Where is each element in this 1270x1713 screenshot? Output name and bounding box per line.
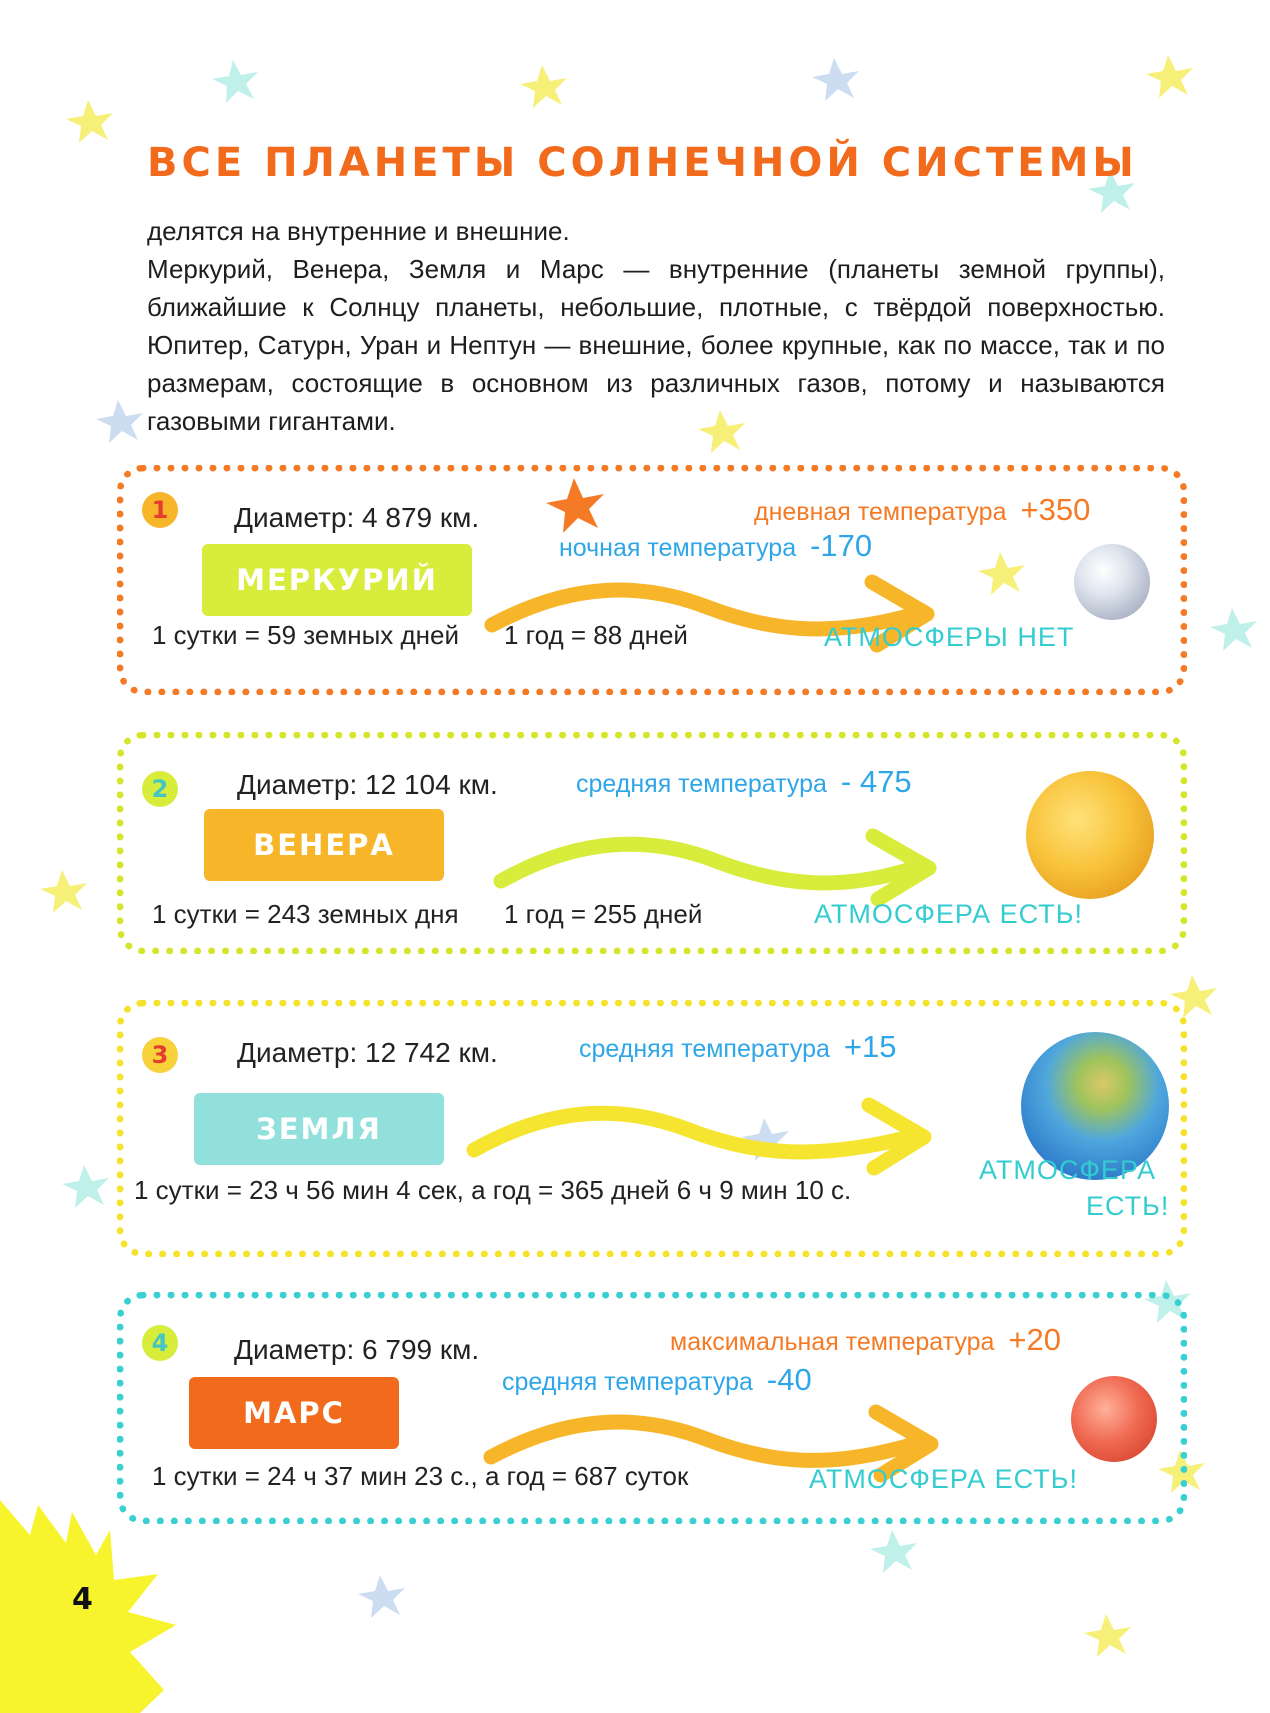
star-icon bbox=[40, 870, 87, 913]
star-icon bbox=[812, 58, 859, 101]
atmosphere-status: АТМОСФЕРЫ НЕТ bbox=[824, 622, 1075, 652]
temperature-label: средняя температура bbox=[579, 1035, 830, 1063]
star-icon bbox=[66, 100, 113, 143]
planet-name-label: МЕРКУРИЙ bbox=[202, 544, 472, 616]
day-and-year-length: 1 сутки = 24 ч 37 мин 23 с., а год = 687 суток bbox=[152, 1461, 689, 1491]
planet-mars-image bbox=[1071, 1376, 1157, 1462]
temperature-label: ночная температура bbox=[559, 534, 797, 562]
temperature-value: +350 bbox=[1020, 492, 1091, 527]
temperature-value: -170 bbox=[810, 528, 873, 563]
average-temperature bbox=[579, 1029, 897, 1065]
temperature-value: +15 bbox=[843, 1029, 897, 1064]
star-icon bbox=[62, 1165, 109, 1208]
temperature-value: +20 bbox=[1008, 1322, 1061, 1357]
planet-number-badge: 3 bbox=[142, 1037, 178, 1073]
star-icon bbox=[520, 65, 567, 108]
atmosphere-status-line1: АТМОСФЕРА bbox=[979, 1155, 1157, 1185]
star-icon bbox=[870, 1530, 917, 1573]
page-title: ВСЕ ПЛАНЕТЫ СОЛНЕЧНОЙ СИСТЕМЫ bbox=[147, 140, 1138, 186]
intro-text bbox=[147, 212, 1165, 440]
star-icon bbox=[1210, 608, 1257, 651]
temperature-value: -40 bbox=[766, 1362, 812, 1397]
max-temperature bbox=[670, 1322, 1061, 1358]
planet-diameter: Диаметр: 6 799 км. bbox=[234, 1334, 480, 1365]
day-length: 1 сутки = 59 земных дней bbox=[152, 620, 460, 650]
planet-venus-image bbox=[1026, 771, 1154, 899]
day-temperature bbox=[754, 492, 1090, 528]
planet-name-label: ЗЕМЛЯ bbox=[194, 1093, 444, 1165]
planet-number-badge: 2 bbox=[142, 771, 178, 807]
average-temperature bbox=[576, 764, 912, 800]
planet-diameter: Диаметр: 12 742 км. bbox=[237, 1037, 498, 1068]
page-number: 4 bbox=[72, 1582, 93, 1617]
star-icon bbox=[1146, 55, 1193, 98]
temperature-value: - 475 bbox=[840, 764, 912, 799]
star-icon bbox=[96, 400, 143, 443]
day-and-year-length: 1 сутки = 23 ч 56 мин 4 сек, а год = 365 дней 6 ч 9 мин 10 с. bbox=[134, 1175, 852, 1205]
day-length: 1 сутки = 243 земных дня bbox=[152, 899, 459, 929]
planet-diameter: Диаметр: 12 104 км. bbox=[237, 769, 498, 800]
star-icon bbox=[358, 1575, 405, 1618]
atmosphere-status: АТМОСФЕРА ЕСТЬ! bbox=[809, 1464, 1078, 1494]
planet-name-label: МАРС bbox=[189, 1377, 399, 1449]
temperature-label: максимальная температура bbox=[670, 1328, 995, 1356]
average-temperature bbox=[502, 1362, 812, 1398]
year-length: 1 год = 255 дней bbox=[504, 899, 703, 929]
star-icon bbox=[212, 60, 258, 103]
temperature-label: дневная температура bbox=[754, 498, 1007, 526]
planet-number-badge: 4 bbox=[142, 1325, 178, 1361]
planet-number-badge: 1 bbox=[142, 492, 178, 528]
temperature-label: средняя температура bbox=[502, 1368, 753, 1396]
planet-name-label: ВЕНЕРА bbox=[204, 809, 444, 881]
planet-card-mars bbox=[117, 1292, 1187, 1524]
planet-card-earth bbox=[117, 1000, 1187, 1257]
year-length: 1 год = 88 дней bbox=[504, 620, 688, 650]
arrow-icon bbox=[501, 821, 961, 911]
atmosphere-status: АТМОСФЕРА ЕСТЬ! bbox=[814, 899, 1083, 929]
night-temperature bbox=[559, 528, 872, 564]
planet-card-venus bbox=[117, 732, 1187, 954]
intro-paragraph: Меркурий, Венера, Земля и Марс — внутренние (планеты земной группы), ближайшие к Солнцу планеты, небольшие, плотные, с твёрдой поверхностью. Юпитер, Сатурн, Уран и Нептун — внешние, более крупные, как по массе, так и по размерам, состоящие в основном из различных газов, потому и называются газовыми гигантами. bbox=[147, 254, 1165, 436]
planet-card-mercury bbox=[117, 465, 1187, 695]
planet-mercury-image bbox=[1074, 544, 1150, 620]
arrow-icon bbox=[474, 1090, 934, 1180]
atmosphere-status-line2: ЕСТЬ! bbox=[1086, 1191, 1170, 1221]
star-icon bbox=[1084, 1614, 1131, 1657]
intro-line: делятся на внутренние и внешние. bbox=[147, 216, 570, 246]
planet-diameter: Диаметр: 4 879 км. bbox=[234, 502, 480, 533]
temperature-label: средняя температура bbox=[576, 770, 827, 798]
